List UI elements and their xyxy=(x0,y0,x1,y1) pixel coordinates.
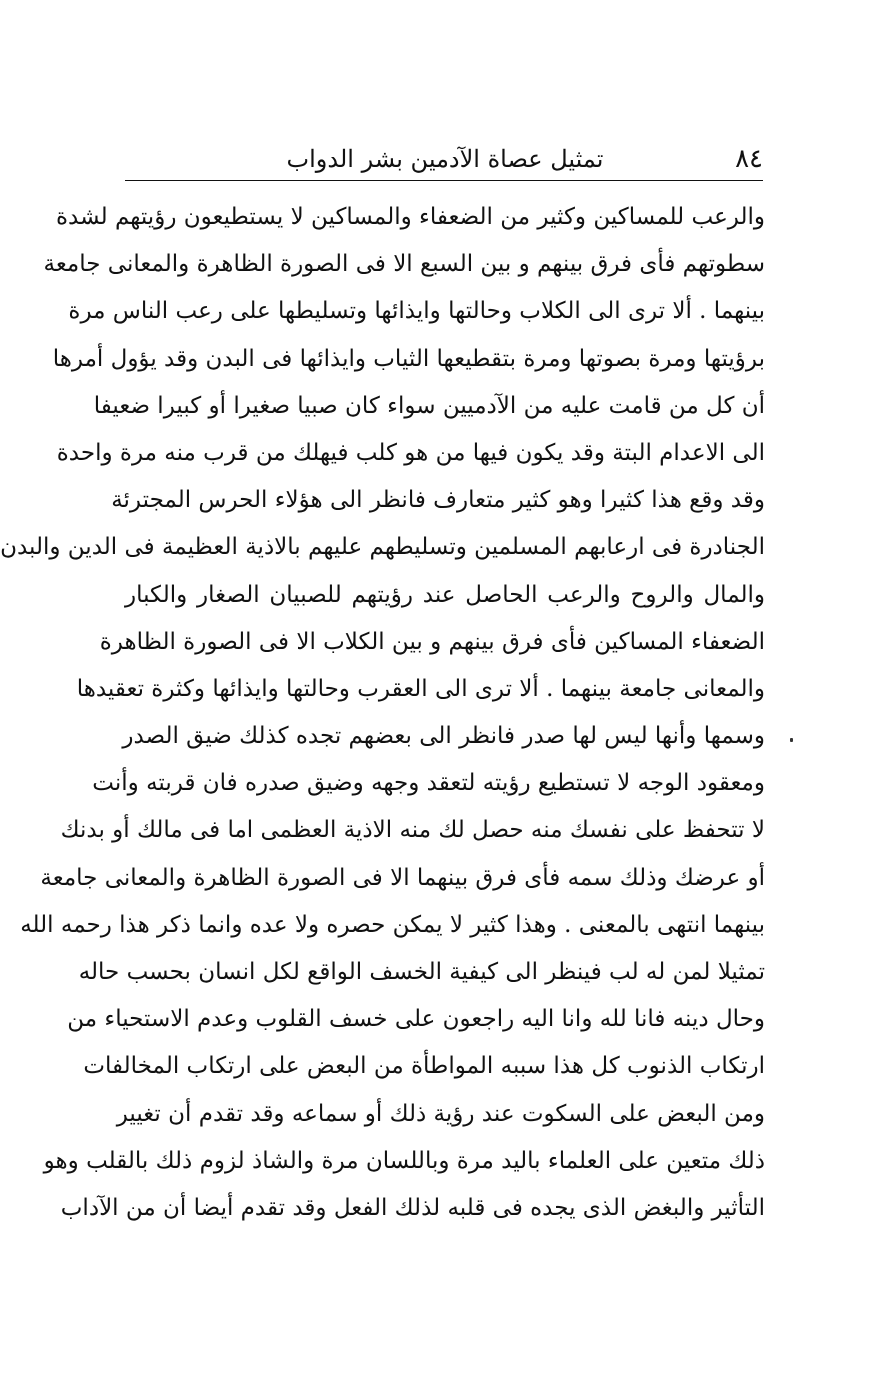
page-header xyxy=(127,140,763,180)
text-line: الى الاعدام البتة وقد يكون فيها من هو كلب فيهلك من قرب منه مرة واحدة xyxy=(56,439,765,466)
text-line: سطوتهم فأى فرق بينهم و بين السبع الا فى الصورة الظاهرة والمعانى جامعة xyxy=(43,251,765,278)
body-text xyxy=(0,194,765,1232)
text-line: والرعب للمساكين وكثير من الضعفاء والمساكين لا يستطيعون رؤيتهم لشدة xyxy=(56,204,765,230)
text-line: ومعقود الوجه لا تستطيع رؤيته لتعقد وجهه وضيق صدره فان قربته وأنت xyxy=(92,770,765,797)
page-number: ٨٤ xyxy=(735,144,763,174)
text-line: بينهما انتهى بالمعنى . وهذا كثير لا يمكن حصره ولا عده وانما ذكر هذا رحمه الله xyxy=(20,911,765,938)
running-title: تمثيل عصاة الآدمين بشر الدواب xyxy=(286,145,604,173)
text-line: الجنادرة فى ارعابهم المسلمين وتسليطهم عليهم بالاذية العظيمة فى الدين والبدن xyxy=(0,534,765,561)
text-line: وسمها وأنها ليس لها صدر فانظر الى بعضهم تجده كذلك ضيق الصدر xyxy=(122,723,765,750)
text-line: برؤيتها ومرة بصوتها ومرة بتقطيعها الثياب وايذائها فى البدن وقد يؤول أمرها xyxy=(52,345,765,372)
text-line: الضعفاء المساكين فأى فرق بينهم و بين الكلاب الا فى الصورة الظاهرة xyxy=(99,628,765,655)
text-line: وقد وقع هذا كثيرا وهو كثير متعارف فانظر الى هؤلاء الحرس المجترئة xyxy=(111,487,765,514)
text-line: وحال دينه فانا لله وانا اليه راجعون على خسف القلوب وعدم الاستحياء من xyxy=(67,1006,765,1033)
ink-speck xyxy=(790,738,793,742)
header-rule xyxy=(125,180,763,181)
text-line: والمعانى جامعة بينهما . ألا ترى الى العقرب وحالتها وايذائها وكثرة تعقيدها xyxy=(76,675,765,702)
text-line: بينهما . ألا ترى الى الكلاب وحالتها وايذائها وتسليطها على رعب الناس مرة xyxy=(68,298,765,325)
text-line: ارتكاب الذنوب كل هذا سببه المواطأة من البعض على ارتكاب المخالفات xyxy=(83,1053,765,1080)
text-line: ذلك متعين على العلماء باليد مرة وباللسان مرة والشاذ لزوم ذلك بالقلب وهو xyxy=(43,1147,765,1174)
text-line: أو عرضك وذلك سمه فأى فرق بينهما الا فى الصورة الظاهرة والمعانى جامعة xyxy=(40,864,765,891)
text-line: والمال والروح والرعب الحاصل عند رؤيتهم للصبيان الصغار والكبار xyxy=(125,581,765,608)
text-line: أن كل من قامت عليه من الآدميين سواء كان صبيا صغيرا أو كبيرا ضعيفا xyxy=(93,392,765,419)
text-line: التأثير والبغض الذى يجده فى قلبه لذلك الفعل وقد تقدم أيضا أن من الآداب xyxy=(60,1194,765,1221)
text-line: لا تتحفظ على نفسك منه حصل لك منه الاذية العظمى اما فى مالك أو بدنك xyxy=(60,817,765,844)
text-line: تمثيلا لمن له لب فينظر الى كيفية الخسف الواقع لكل انسان بحسب حاله xyxy=(78,959,765,985)
text-line: ومن البعض على السكوت عند رؤية ذلك أو سماعه وقد تقدم أن تغيير xyxy=(116,1100,765,1127)
